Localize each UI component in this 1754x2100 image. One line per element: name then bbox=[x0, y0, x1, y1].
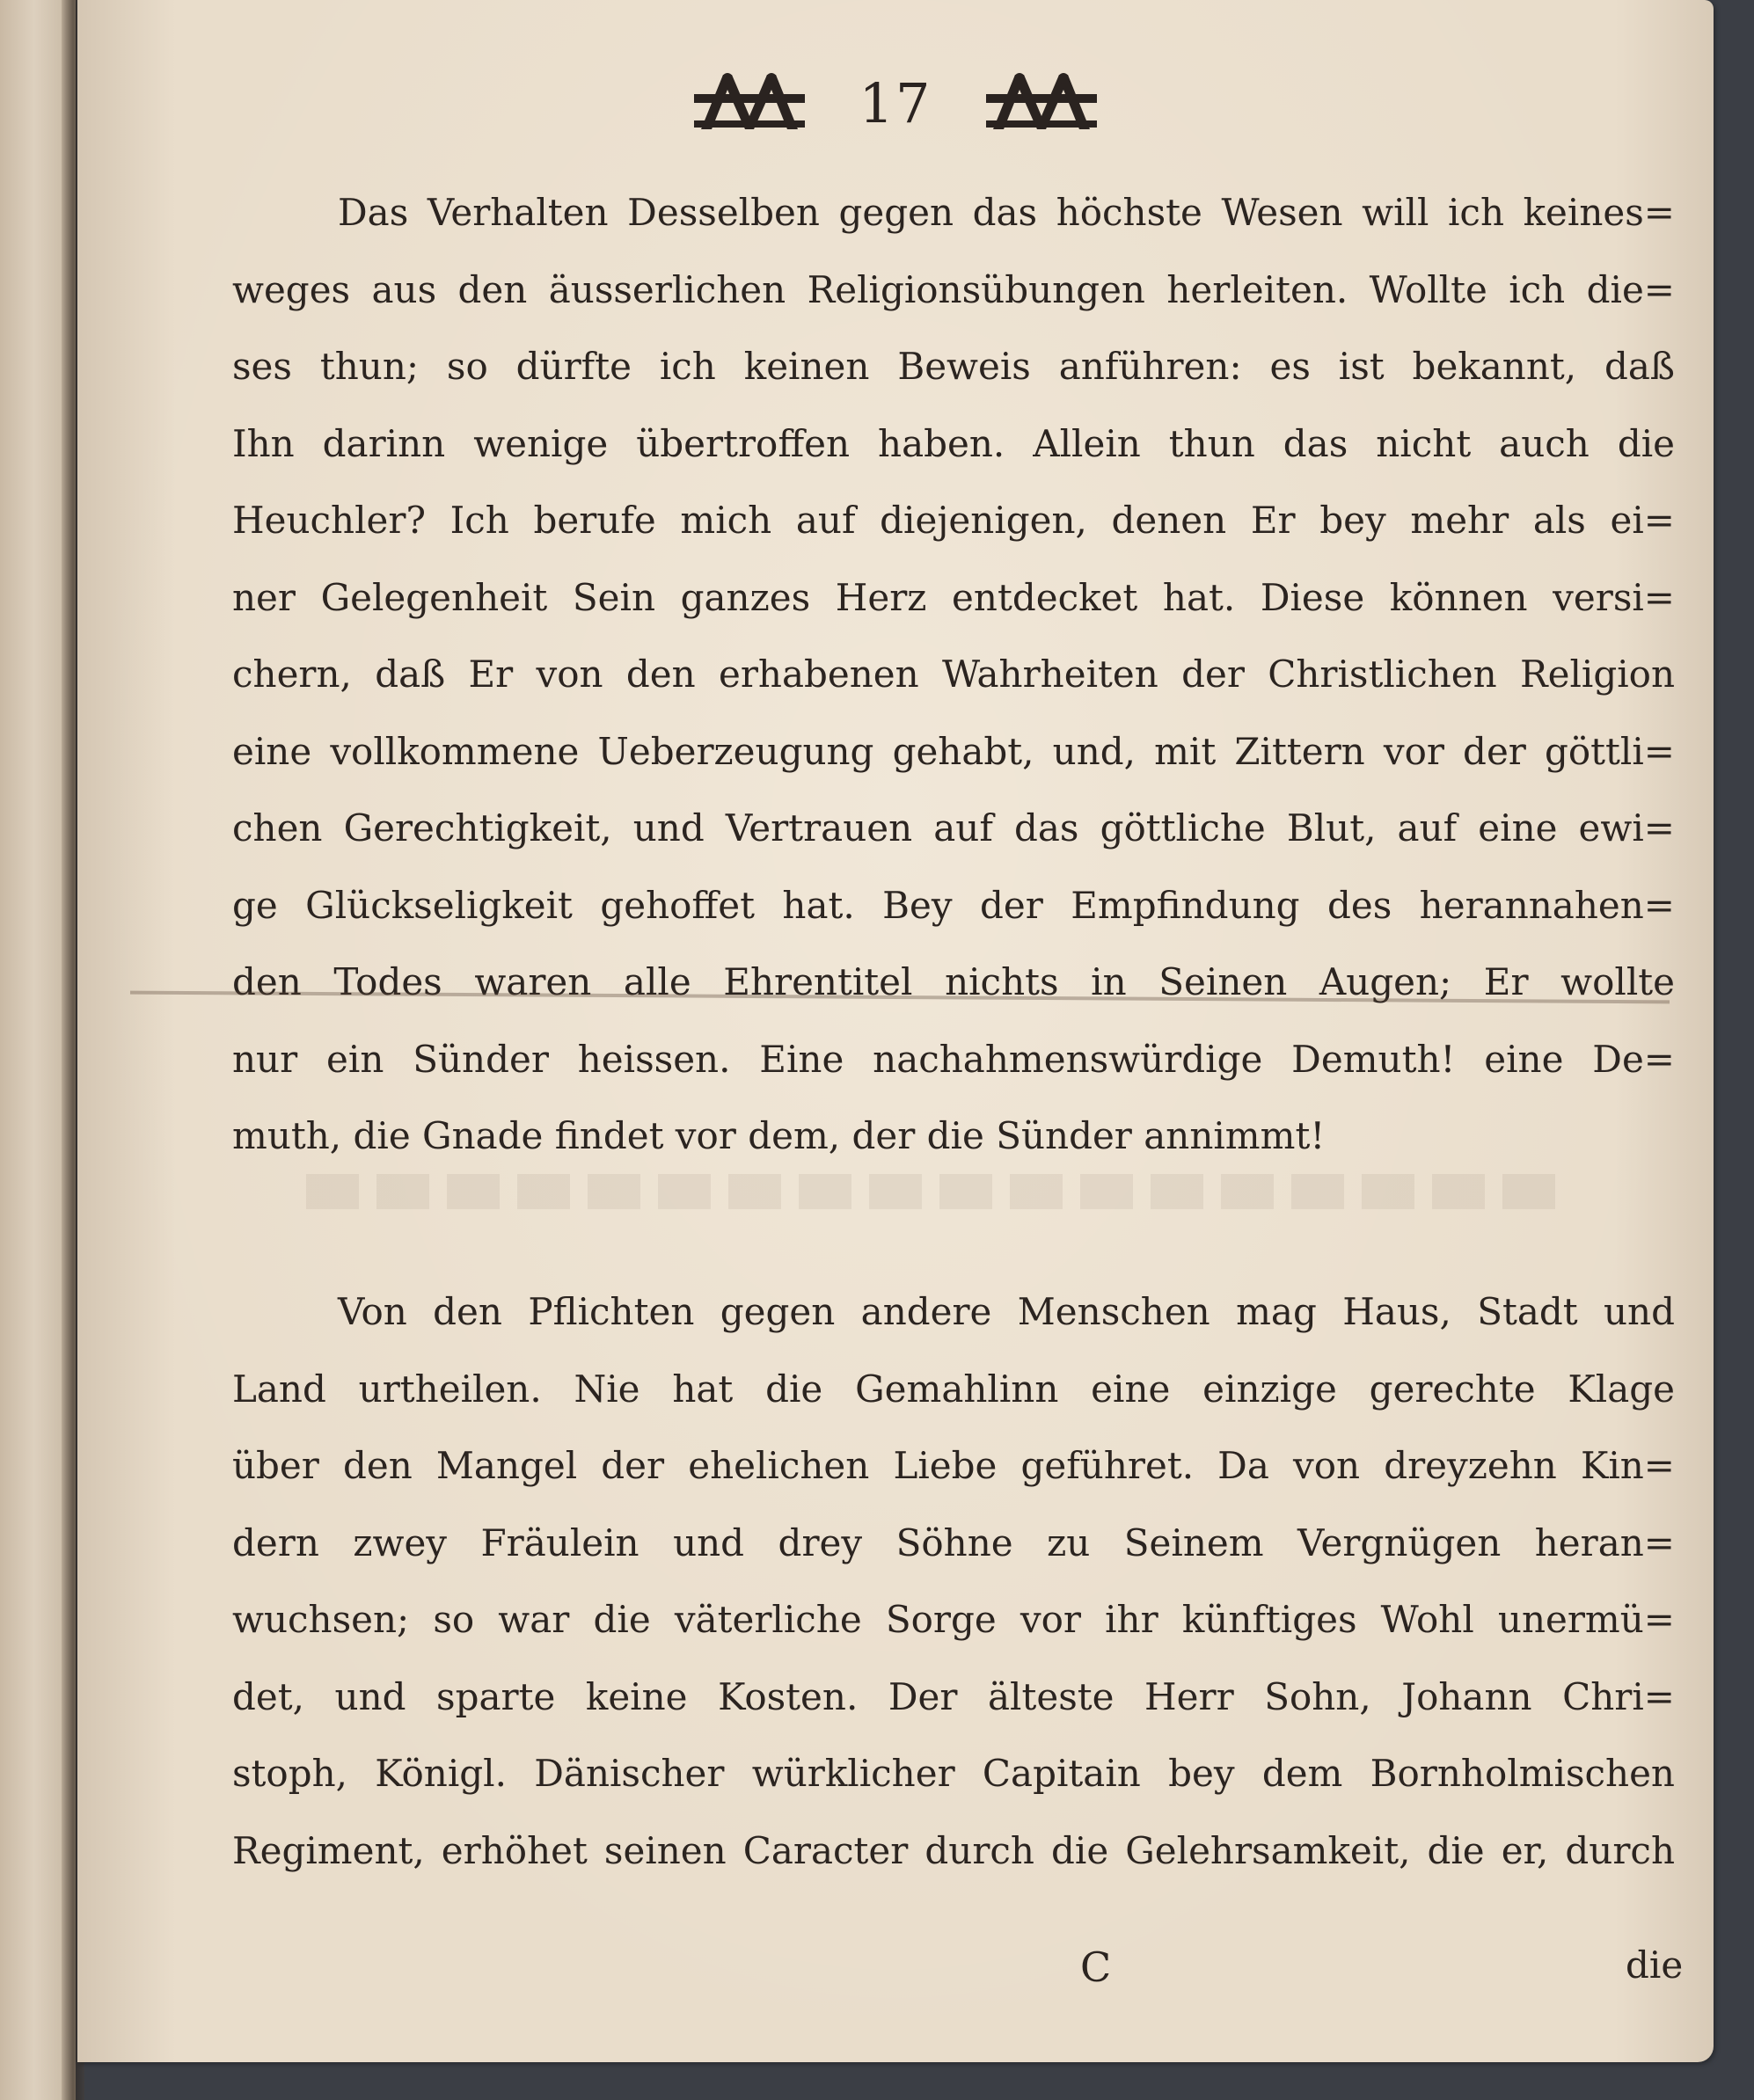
text-line: muth, die Gnade findet vor dem, der die Sünder annimmt! bbox=[232, 1114, 1326, 1157]
text-line: eine vollkommene Ueberzeugung gehabt, und, mit Zittern vor der göttli= bbox=[232, 729, 1675, 773]
text-line: chen Gerechtigkeit, und Vertrauen auf das göttliche Blut, auf eine ewi= bbox=[232, 806, 1675, 849]
text-line: ge Glückseligkeit gehoffet hat. Bey der Empfindung des herannahen= bbox=[232, 883, 1675, 927]
page-number: 17 bbox=[859, 70, 932, 135]
text-line: chern, daß Er von den erhabenen Wahrheiten der Christlichen Religion bbox=[232, 653, 1675, 696]
book-page bbox=[77, 0, 1714, 2062]
text-line: nur ein Sünder heissen. Eine nachahmenswürdige Demuth! eine De= bbox=[232, 1037, 1675, 1081]
text-line: det, und sparte keine Kosten. Der älteste Herr Sohn, Johann Chri= bbox=[232, 1674, 1675, 1718]
catchword: die bbox=[1626, 1943, 1684, 1987]
ornament-right-icon bbox=[984, 68, 1099, 138]
text-line: ses thun; so dürfte ich keinen Beweis anführen: es ist bekannt, daß bbox=[232, 345, 1675, 388]
text-line: wuchsen; so war die väterliche Sorge vor ihr künftiges Wohl unermü= bbox=[232, 1598, 1675, 1641]
text-line: stoph, Königl. Dänischer würklicher Capitain bey dem Bornholmischen bbox=[232, 1752, 1675, 1795]
text-line: Land urtheilen. Nie hat die Gemahlinn eine einzige gerechte Klage bbox=[232, 1367, 1675, 1411]
bleed-through-shadow bbox=[306, 1174, 1555, 1209]
text-line: Das Verhalten Desselben gegen das höchste Wesen will ich keines= bbox=[338, 191, 1675, 234]
text-line: weges aus den äusserlichen Religionsübungen herleiten. Wollte ich die= bbox=[232, 267, 1675, 311]
text-line: Regiment, erhöhet seinen Caracter durch die Gelehrsamkeit, die er, durch bbox=[232, 1828, 1675, 1872]
text-line: dern zwey Fräulein und drey Söhne zu Seinem Vergnügen heran= bbox=[232, 1520, 1675, 1564]
page-header bbox=[77, 55, 1714, 151]
text-line: Heuchler? Ich berufe mich auf diejenigen, denen Er bey mehr als ei= bbox=[232, 499, 1675, 542]
text-line: ner Gelegenheit Sein ganzes Herz entdecket hat. Diese können versi= bbox=[232, 575, 1675, 619]
paragraph-1 bbox=[232, 174, 1675, 1175]
text-line: Ihn darinn wenige übertroffen haben. Allein thun das nicht auch die bbox=[232, 421, 1675, 465]
text-line: über den Mangel der ehelichen Liebe geführet. Da von dreyzehn Kin= bbox=[232, 1444, 1675, 1487]
text-line: Von den Pflichten gegen andere Menschen mag Haus, Stadt und bbox=[338, 1290, 1675, 1333]
ornament-left-icon bbox=[692, 68, 807, 138]
signature-mark: C bbox=[1080, 1943, 1112, 1991]
paragraph-2 bbox=[232, 1273, 1675, 1889]
text-line: den Todes waren alle Ehrentitel nichts in Seinen Augen; Er wollte bbox=[232, 960, 1675, 1003]
